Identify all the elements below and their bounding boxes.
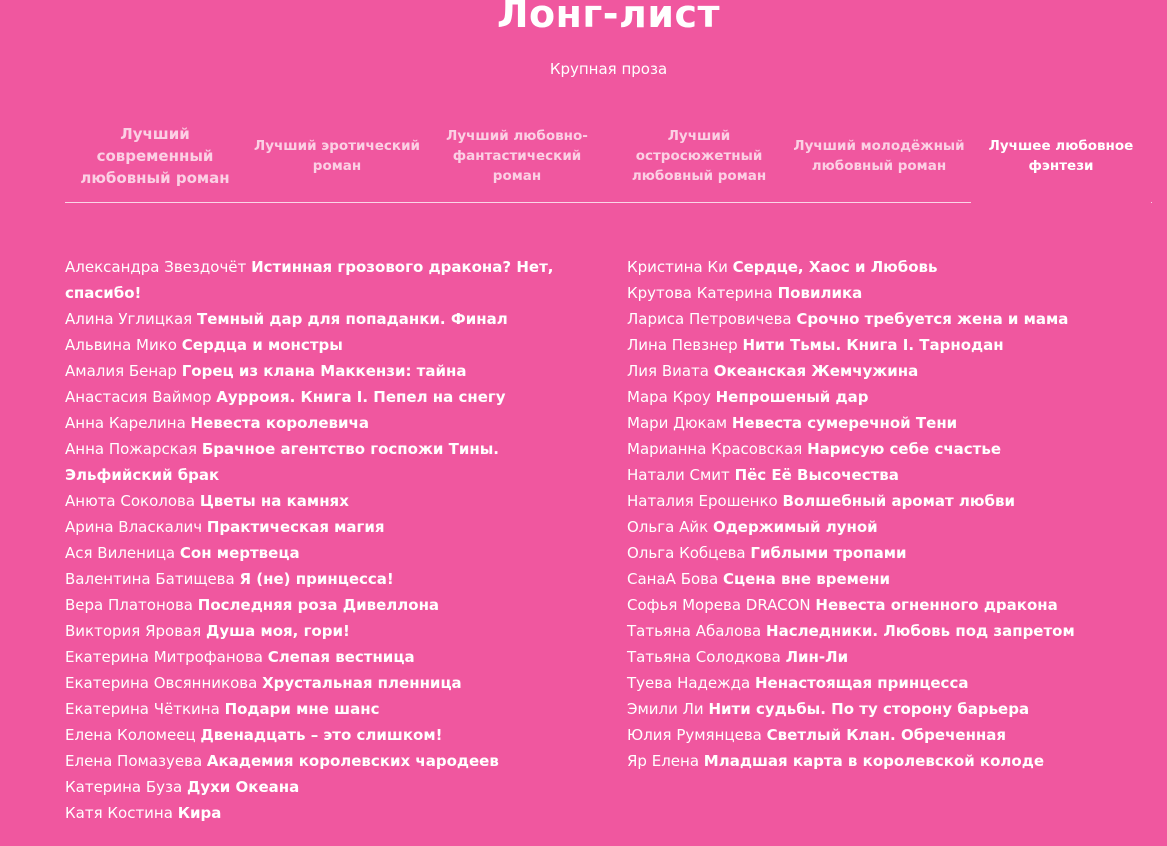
entry-book-title: Невеста сумеречной Тени [731,414,958,432]
entry-author: Катерина Буза [65,778,183,796]
entry-book-title: Кира [177,804,222,822]
longlist-entry [65,332,565,358]
entry-book-title: Непрошеный дар [715,388,869,406]
entry-author: Натали Смит [627,466,730,484]
longlist-entry [627,748,1147,774]
tab-label-line: Лучший эротический [254,138,420,154]
longlist-right-column [627,254,1147,774]
entry-author: Софья Морева DRACON [627,596,811,614]
entry-book-title: Одержимый луной [712,518,878,536]
entry-book-title: Светлый Клан. Обреченная [766,726,1007,744]
entry-author: Алина Углицкая [65,310,193,328]
entry-author: Амалия Бенар [65,362,177,380]
longlist-entry [627,488,1147,514]
longlist-entry [65,306,565,332]
longlist-entry [65,748,565,774]
tab-best-romantic-fantasy-novel[interactable] [431,110,603,202]
tab-label-line: любовный роман [631,168,767,184]
entry-author: Александра Звездочёт [65,258,247,276]
entry-book-title: Академия королевских чародеев [206,752,499,770]
entry-book-title: Повилика [777,284,863,302]
longlist-entry [627,566,1147,592]
entry-author: Анна Карелина [65,414,186,432]
tab-label-line: фантастический [452,148,582,164]
longlist-entry [627,332,1147,358]
longlist-entry [65,774,565,800]
entry-book-title: Невеста огненного дракона [815,596,1058,614]
entry-author: Екатерина Чёткина [65,700,220,718]
entry-author: Крутова Катерина [627,284,773,302]
longlist-entry [65,254,565,306]
tab-best-romantic-fantasy[interactable] [971,110,1151,202]
entry-author: Татьяна Абалова [627,622,762,640]
entry-author: Альвина Мико [65,336,177,354]
entry-author: Вера Платонова [65,596,193,614]
entry-book-title: Наследники. Любовь под запретом [766,622,1075,640]
longlist-left-column [65,254,565,826]
entry-book-title: Срочно требуется жена и мама [796,310,1069,328]
entry-author: Марианна Красовская [627,440,803,458]
entry-book-title: Хрустальная пленница [262,674,462,692]
entry-author: Арина Власкалич [65,518,203,536]
entry-book-title: Ненастоящая принцесса [755,674,969,692]
tab-label-line: современный [96,147,214,165]
entry-author: Ася Виленица [65,544,176,562]
longlist-entry [65,696,565,722]
entry-book-title: Цветы на камнях [199,492,349,510]
category-tabs [65,110,1152,203]
tab-best-erotic-romance[interactable] [250,110,424,202]
entry-author: Ольга Кобцева [627,544,746,562]
entry-author: Наталия Ерошенко [627,492,778,510]
longlist-entry [65,592,565,618]
longlist-entry [627,618,1147,644]
tab-label-line: Лучший любовно- [446,128,588,144]
longlist-entry [65,540,565,566]
entry-book-title: Двенадцать – это слишком! [200,726,443,744]
entry-book-title: Нарисую себе счастье [807,440,1001,458]
entry-author: Ольга Айк [627,518,709,536]
longlist-entry [65,618,565,644]
entry-author: Лия Виата [627,362,709,380]
longlist-entry [627,358,1147,384]
entry-book-title: Истинная грозового дракона? Нет, спасибо! [65,258,554,302]
entry-author: Лина Певзнер [627,336,738,354]
entry-book-title: Сон мертвеца [179,544,300,562]
entry-author: Эмили Ли [627,700,704,718]
longlist-entry [65,644,565,670]
entry-author: Кристина Ки [627,258,728,276]
tab-best-youth-romance[interactable] [791,110,967,202]
longlist-entry [65,488,565,514]
longlist-entry [65,722,565,748]
entry-book-title: Пёс Её Высочества [734,466,899,484]
longlist-entry [65,670,565,696]
longlist-entry [627,384,1147,410]
entry-book-title: Сердца и монстры [181,336,343,354]
longlist-entry [627,644,1147,670]
tab-label-line: Лучший [667,128,731,144]
tab-label-line: фэнтези [1028,158,1094,174]
entry-author: Виктория Яровая [65,622,202,640]
entry-book-title: Младшая карта в королевской колоде [703,752,1044,770]
entry-book-title: Духи Океана [186,778,300,796]
entry-book-title: Брачное агентство госпожи Тины. Эльфийский брак [65,440,500,484]
tab-label-line: роман [492,168,542,184]
entry-author: Юлия Румянцева [627,726,762,744]
entry-author: Елена Коломеец [65,726,196,744]
entry-author: Туева Надежда [627,674,751,692]
entry-book-title: Волшебный аромат любви [782,492,1015,510]
tab-best-thriller-romance[interactable] [613,110,785,202]
tab-label-line: любовный роман [811,158,947,174]
longlist-entry [627,722,1147,748]
entry-author: Лариса Петровичева [627,310,792,328]
entry-book-title: Я (не) принцесса! [239,570,394,588]
entry-book-title: Нити Тьмы. Книга I. Тарнодан [742,336,1004,354]
entry-author: Катя Костина [65,804,173,822]
longlist-entry [65,384,565,410]
entry-book-title: Темный дар для попаданки. Финал [197,310,508,328]
longlist-entry [65,410,565,436]
entry-book-title: Океанская Жемчужина [713,362,919,380]
tab-label-line: любовный роман [80,169,230,187]
longlist-entry [627,254,1147,280]
tab-label-line: Лучший молодёжный [793,138,965,154]
longlist-entry [65,358,565,384]
longlist-entry [627,592,1147,618]
page-title: Лонг-лист [496,0,721,36]
entry-book-title: Последняя роза Дивеллона [197,596,440,614]
entry-book-title: Лин-Ли [785,648,849,666]
entry-book-title: Сцена вне времени [722,570,890,588]
tab-label-line: Лучший [120,125,190,143]
entry-author: Татьяна Солодкова [627,648,781,666]
entry-book-title: Горец из клана Маккензи: тайна [181,362,467,380]
longlist-entry [65,514,565,540]
entry-author: Анна Пожарская [65,440,198,458]
entry-book-title: Невеста королевича [190,414,369,432]
entry-book-title: Душа моя, гори! [206,622,350,640]
entry-author: Валентина Батищева [65,570,235,588]
longlist-entry [627,436,1147,462]
entry-author: Яр Елена [627,752,700,770]
longlist-entry [627,670,1147,696]
longlist-entry [65,800,565,826]
longlist-entry [627,410,1147,436]
entry-author: Анюта Соколова [65,492,196,510]
entry-book-title: Слепая вестница [267,648,415,666]
tab-label-line: роман [312,158,362,174]
entry-book-title: Практическая магия [206,518,385,536]
entry-author: Екатерина Овсянникова [65,674,258,692]
entry-author: СанаА Бова [627,570,719,588]
longlist-entry [627,540,1147,566]
tab-label-line: остросюжетный [635,148,763,164]
entry-book-title: Гиблыми тропами [750,544,907,562]
entry-author: Елена Помазуева [65,752,203,770]
entry-author: Екатерина Митрофанова [65,648,263,666]
entry-author: Мари Дюкам [627,414,728,432]
entry-author: Мара Кроу [627,388,711,406]
entry-author: Анастасия Ваймор [65,388,212,406]
tab-best-modern-romance[interactable] [65,110,245,202]
entry-book-title: Аурроия. Книга I. Пепел на снегу [216,388,506,406]
longlist-entry [627,514,1147,540]
entry-book-title: Нити судьбы. По ту сторону барьера [708,700,1030,718]
tab-label-line: Лучшее любовное [988,138,1134,154]
longlist-entry [627,280,1147,306]
longlist-entry [627,696,1147,722]
longlist-entry [627,462,1147,488]
longlist-entry [65,436,565,488]
longlist-entry [65,566,565,592]
entry-book-title: Сердце, Хаос и Любовь [732,258,938,276]
longlist-entry [627,306,1147,332]
entry-book-title: Подари мне шанс [224,700,380,718]
section-subtitle: Крупная проза [549,60,668,78]
